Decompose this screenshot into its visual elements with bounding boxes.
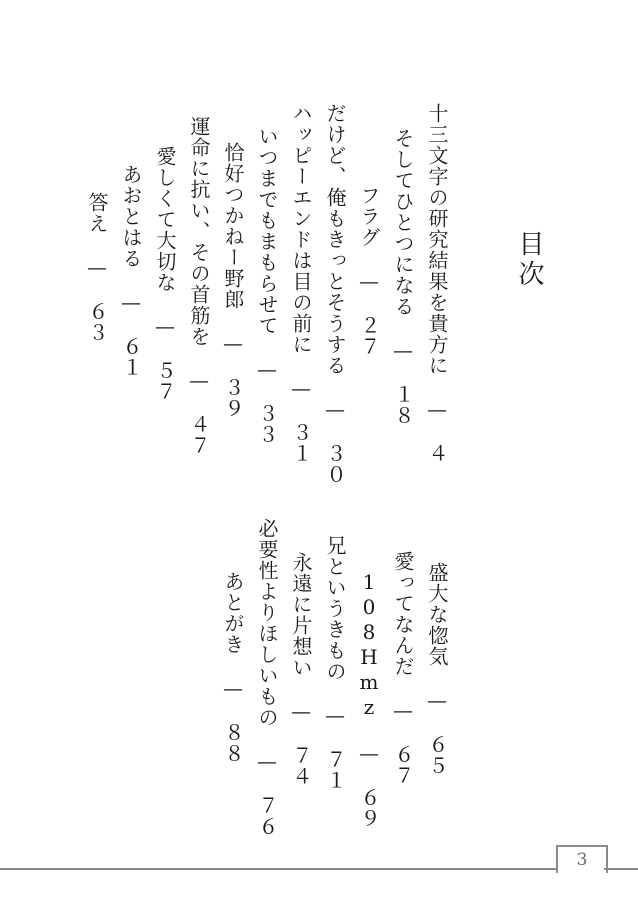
toc-entry: 運命に抗い、その首筋を — ４７ xyxy=(187,116,211,456)
toc-entry: あおとはる — ６１ xyxy=(119,164,143,378)
toc-entry: そしてひとつになる — １８ xyxy=(391,128,415,426)
toc-entry: あとがき — ８８ xyxy=(221,571,245,764)
toc-entry: だけど、俺もきっとそうする — ３０ xyxy=(323,103,347,485)
toc-entry: ハッピーエンドは目の前に — ３１ xyxy=(289,103,313,464)
toc-entry: 盛大な惚気 — ６５ xyxy=(425,562,449,776)
toc-entry: 永遠に片想い — ７４ xyxy=(289,552,313,787)
toc-entry: 十三文字の研究結果を貴方に — ４ xyxy=(425,103,449,464)
toc-entry: 108Hmz — ６９ xyxy=(357,570,381,829)
toc-entry: 必要性よりほしいもの — ７６ xyxy=(255,518,279,837)
toc-title: 目次 xyxy=(514,230,544,290)
toc-entry: フラグ — ２７ xyxy=(357,185,381,357)
toc-entry: いつまでもまもらせて — ３３ xyxy=(255,126,279,445)
toc-entry: 答え — ６３ xyxy=(85,192,109,343)
toc-entry: 愛しくて大切な — ５７ xyxy=(153,146,177,402)
toc-entry: 恰好つかねー野郎 — ３９ xyxy=(221,142,245,419)
toc-entry: 兄というきもの — ７１ xyxy=(323,535,347,791)
toc-entry: 愛ってなんだ — ６７ xyxy=(391,551,415,786)
page-number: 3 xyxy=(576,850,588,870)
footer-rule-right xyxy=(604,868,638,870)
footer-rule xyxy=(0,868,558,870)
